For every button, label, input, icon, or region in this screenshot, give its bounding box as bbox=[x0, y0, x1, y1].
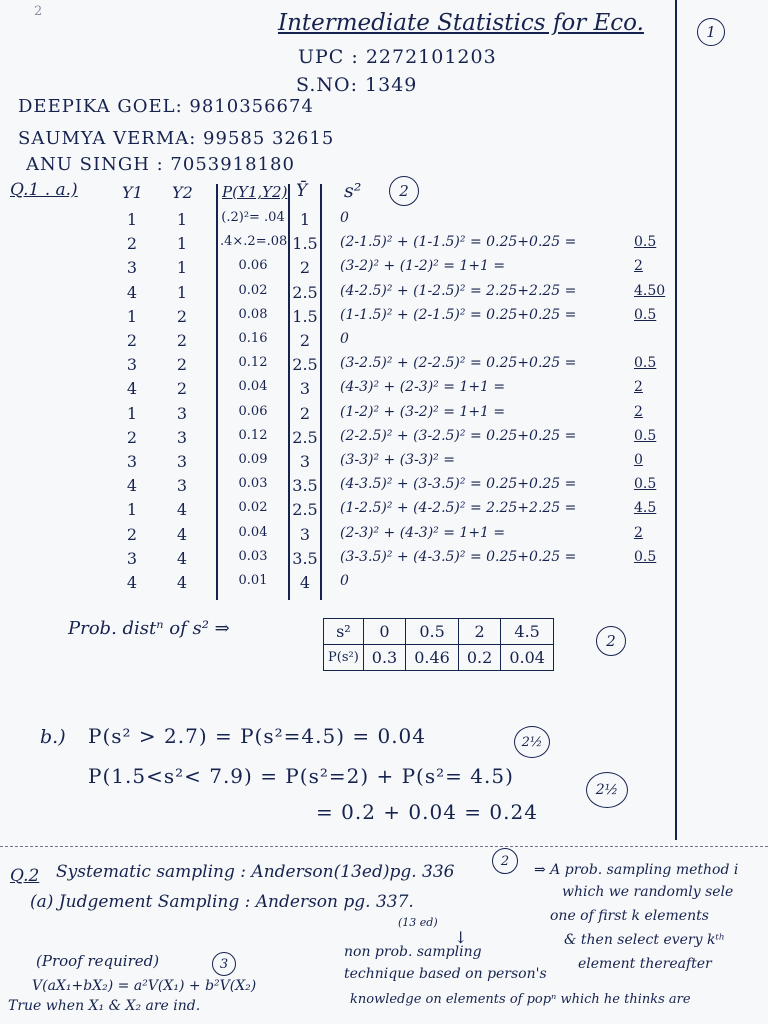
table-row bbox=[0, 331, 768, 353]
cell-calc: (3-3.5)² + (4-3.5)² = 0.25+0.25 = bbox=[340, 548, 577, 565]
corner-mark: 2 bbox=[34, 4, 43, 19]
cell-p: 0.04 bbox=[238, 379, 268, 395]
table-row bbox=[0, 283, 768, 305]
table-row bbox=[0, 500, 768, 522]
cell-y1: 4 bbox=[126, 282, 138, 302]
cell-ybar: 2.5 bbox=[292, 427, 318, 447]
part-b-line: P(1.5<s²< 7.9) = P(s²=2) + P(s²= 4.5) bbox=[88, 764, 514, 788]
table-row bbox=[0, 525, 768, 547]
table-cell: 0.5 bbox=[406, 619, 459, 645]
cell-calc: 0 bbox=[340, 331, 349, 347]
cell-p: 0.08 bbox=[238, 306, 268, 322]
section-divider bbox=[0, 846, 768, 847]
table-cell: s² bbox=[324, 619, 364, 645]
cell-y1: 2 bbox=[126, 524, 138, 544]
cell-calc: (2-1.5)² + (1-1.5)² = 0.25+0.25 = bbox=[340, 234, 577, 251]
table-row bbox=[0, 573, 768, 595]
cell-calc: (2-3)² + (4-3)² = 1+1 = bbox=[340, 524, 506, 541]
table-cell: 4.5 bbox=[501, 619, 554, 645]
cell-result: 0 bbox=[634, 452, 643, 468]
cell-y1: 3 bbox=[126, 355, 138, 375]
cell-calc: (3-2.5)² + (2-2.5)² = 0.25+0.25 = bbox=[340, 355, 577, 372]
cell-calc: (4-3.5)² + (3-3.5)² = 0.25+0.25 = bbox=[340, 476, 577, 493]
cell-p: 0.02 bbox=[238, 282, 268, 298]
page-number: 1 bbox=[697, 18, 725, 46]
definition-text: element thereafter bbox=[578, 956, 712, 972]
part-b-line: = 0.2 + 0.04 = 0.24 bbox=[316, 800, 538, 824]
cell-result: 0.5 bbox=[634, 476, 657, 493]
arrow-down-icon: ↓ bbox=[454, 928, 468, 947]
serial-number: S.NO: 1349 bbox=[296, 74, 418, 96]
definition-text: & then select every kᵗʰ bbox=[564, 932, 725, 948]
table-cell: 0.2 bbox=[458, 645, 500, 671]
cell-y2: 4 bbox=[176, 548, 188, 568]
distribution-table bbox=[323, 618, 554, 671]
cell-calc: (3-3)² + (3-3)² = bbox=[340, 452, 455, 468]
cell-y2: 4 bbox=[176, 500, 188, 520]
cell-y2: 3 bbox=[176, 403, 188, 423]
part-b-line: P(s² > 2.7) = P(s²=4.5) = 0.04 bbox=[88, 724, 427, 748]
cell-calc: (1-1.5)² + (2-1.5)² = 0.25+0.25 = bbox=[340, 306, 577, 323]
table-row bbox=[0, 307, 768, 329]
distribution-label: Prob. distⁿ of s² ⇒ bbox=[68, 618, 230, 639]
cell-y2: 3 bbox=[176, 452, 188, 471]
cell-ybar: 3 bbox=[299, 452, 311, 471]
cell-ybar: 2.5 bbox=[292, 282, 318, 302]
cell-p: 0.12 bbox=[238, 355, 268, 371]
cell-p: .4×.2=.08 bbox=[220, 234, 288, 250]
table-cell: 0 bbox=[363, 619, 405, 645]
table-row bbox=[0, 452, 768, 474]
cell-y1: 2 bbox=[126, 331, 138, 350]
cell-ybar: 2.5 bbox=[292, 355, 318, 375]
student-line: SAUMYA VERMA: 99585 32615 bbox=[18, 128, 335, 149]
cell-ybar: 3 bbox=[299, 524, 311, 544]
cell-y2: 4 bbox=[176, 573, 188, 592]
cell-y1: 3 bbox=[126, 548, 138, 568]
table-row bbox=[0, 234, 768, 256]
cell-p: 0.02 bbox=[238, 500, 268, 516]
cell-y1: 3 bbox=[126, 258, 138, 278]
cell-calc: (1-2)² + (3-2)² = 1+1 = bbox=[340, 403, 506, 420]
definition-text: ⇒ A prob. sampling method i bbox=[534, 862, 739, 878]
cell-y1: 3 bbox=[126, 452, 138, 471]
cell-calc: 0 bbox=[340, 573, 349, 589]
table-row bbox=[0, 355, 768, 377]
q1-marks: 2 bbox=[389, 176, 419, 206]
col-y1-header: Y1 bbox=[122, 183, 143, 202]
cell-y1: 4 bbox=[126, 573, 138, 592]
cell-y1: 1 bbox=[126, 210, 138, 229]
cell-result: 4.50 bbox=[634, 282, 666, 299]
cell-ybar: 4 bbox=[299, 573, 311, 592]
variance-formula: V(aX₁+bX₂) = a²V(X₁) + b²V(X₂) bbox=[32, 978, 257, 994]
definition-text: one of first k elements bbox=[550, 908, 709, 924]
definition-text: which we randomly sele bbox=[562, 884, 734, 900]
table-row bbox=[0, 379, 768, 401]
cell-ybar: 2 bbox=[299, 331, 311, 350]
cell-y1: 1 bbox=[126, 403, 138, 423]
table-row bbox=[0, 549, 768, 571]
q2-line: (a) Judgement Sampling : Anderson pg. 337. bbox=[30, 892, 414, 912]
cell-p: 0.16 bbox=[238, 331, 268, 346]
q2-label: Q.2 bbox=[10, 866, 40, 886]
cell-y1: 2 bbox=[126, 427, 138, 447]
table-row bbox=[0, 428, 768, 450]
cell-y2: 2 bbox=[176, 331, 188, 350]
col-s2-header: s² bbox=[344, 180, 362, 202]
cell-result: 0.5 bbox=[634, 234, 657, 251]
cell-ybar: 3 bbox=[299, 379, 311, 399]
part-b-marks: 2½ bbox=[586, 772, 628, 808]
cell-y2: 3 bbox=[176, 427, 188, 447]
cell-ybar: 1 bbox=[299, 210, 311, 229]
q1-label: Q.1 . a.) bbox=[10, 180, 78, 200]
cell-result: 2 bbox=[634, 403, 643, 420]
table-cell: 0.46 bbox=[406, 645, 459, 671]
cell-y1: 4 bbox=[126, 476, 138, 496]
cell-ybar: 3.5 bbox=[292, 548, 318, 568]
cell-p: 0.12 bbox=[238, 427, 268, 443]
cell-y2: 2 bbox=[176, 355, 188, 375]
part-b-marks: 2½ bbox=[514, 726, 550, 758]
cell-result: 0.5 bbox=[634, 306, 657, 323]
table-cell: P(s²) bbox=[324, 645, 364, 671]
cell-p: 0.04 bbox=[238, 524, 268, 540]
cell-p: 0.09 bbox=[238, 452, 268, 467]
cell-y2: 2 bbox=[176, 306, 188, 326]
proof-marks: 3 bbox=[212, 952, 236, 976]
cell-y2: 2 bbox=[176, 379, 188, 399]
edition-note: (13 ed) bbox=[398, 916, 438, 929]
cell-y2: 1 bbox=[176, 210, 188, 229]
proof-note: (Proof required) bbox=[36, 952, 160, 970]
cell-y1: 1 bbox=[126, 306, 138, 326]
distribution-marks: 2 bbox=[596, 626, 626, 656]
cell-ybar: 2.5 bbox=[292, 500, 318, 520]
table-row bbox=[0, 476, 768, 498]
cell-result: 2 bbox=[634, 379, 643, 396]
cell-calc: (3-2)² + (1-2)² = 1+1 = bbox=[340, 258, 506, 275]
cell-result: 0.5 bbox=[634, 427, 657, 444]
cell-y1: 1 bbox=[126, 500, 138, 520]
cell-p: 0.03 bbox=[238, 476, 268, 492]
col-y2-header: Y2 bbox=[172, 183, 193, 202]
q2-line: Systematic sampling : Anderson(13ed)pg. 336 bbox=[56, 862, 455, 882]
table-row bbox=[324, 645, 554, 671]
table-row bbox=[324, 619, 554, 645]
cell-y1: 2 bbox=[126, 234, 138, 254]
cell-ybar: 2 bbox=[299, 403, 311, 423]
part-b-label: b.) bbox=[40, 726, 66, 748]
cell-y2: 1 bbox=[176, 234, 188, 254]
cell-ybar: 1.5 bbox=[292, 234, 318, 254]
definition-text: non prob. sampling bbox=[344, 944, 482, 960]
cell-p: 0.06 bbox=[238, 403, 268, 419]
cell-result: 2 bbox=[634, 258, 643, 275]
cell-ybar: 3.5 bbox=[292, 476, 318, 496]
table-cell: 0.04 bbox=[501, 645, 554, 671]
q2-marks: 2 bbox=[492, 848, 518, 874]
cell-y2: 1 bbox=[176, 258, 188, 278]
cell-calc: (2-2.5)² + (3-2.5)² = 0.25+0.25 = bbox=[340, 427, 577, 444]
cell-p: (.2)²= .04 bbox=[221, 210, 285, 225]
cell-result: 2 bbox=[634, 524, 643, 541]
definition-text: technique based on person's bbox=[344, 966, 547, 982]
upc-code: UPC : 2272101203 bbox=[298, 46, 497, 68]
cell-calc: (4-2.5)² + (1-2.5)² = 2.25+2.25 = bbox=[340, 282, 577, 299]
definition-text: knowledge on elements of popⁿ which he thinks are bbox=[350, 992, 691, 1007]
table-row bbox=[0, 258, 768, 280]
col-p-header: P(Y1,Y2) bbox=[222, 183, 288, 201]
student-line: DEEPIKA GOEL: 9810356674 bbox=[18, 96, 314, 117]
cell-y2: 3 bbox=[176, 476, 188, 496]
student-line: ANU SINGH : 7053918180 bbox=[26, 154, 295, 175]
cell-result: 0.5 bbox=[634, 355, 657, 372]
cell-result: 0.5 bbox=[634, 548, 657, 565]
cell-p: 0.01 bbox=[238, 573, 268, 588]
page-title: Intermediate Statistics for Eco. bbox=[278, 10, 644, 36]
cell-y2: 1 bbox=[176, 282, 188, 302]
table-cell: 0.3 bbox=[363, 645, 405, 671]
cell-y2: 4 bbox=[176, 524, 188, 544]
col-ybar-header: Ȳ bbox=[296, 181, 308, 201]
cell-calc: (1-2.5)² + (4-2.5)² = 2.25+2.25 = bbox=[340, 500, 577, 517]
cell-ybar: 2 bbox=[299, 258, 311, 278]
table-row bbox=[0, 404, 768, 426]
cell-ybar: 1.5 bbox=[292, 306, 318, 326]
cell-y1: 4 bbox=[126, 379, 138, 399]
independence-note: True when X₁ & X₂ are ind. bbox=[8, 998, 201, 1014]
cell-calc: (4-3)² + (2-3)² = 1+1 = bbox=[340, 379, 506, 396]
table-cell: 2 bbox=[458, 619, 500, 645]
table-row bbox=[0, 210, 768, 232]
cell-calc: 0 bbox=[340, 210, 349, 226]
cell-result: 4.5 bbox=[634, 500, 657, 517]
cell-p: 0.03 bbox=[238, 548, 268, 564]
cell-p: 0.06 bbox=[238, 258, 268, 274]
